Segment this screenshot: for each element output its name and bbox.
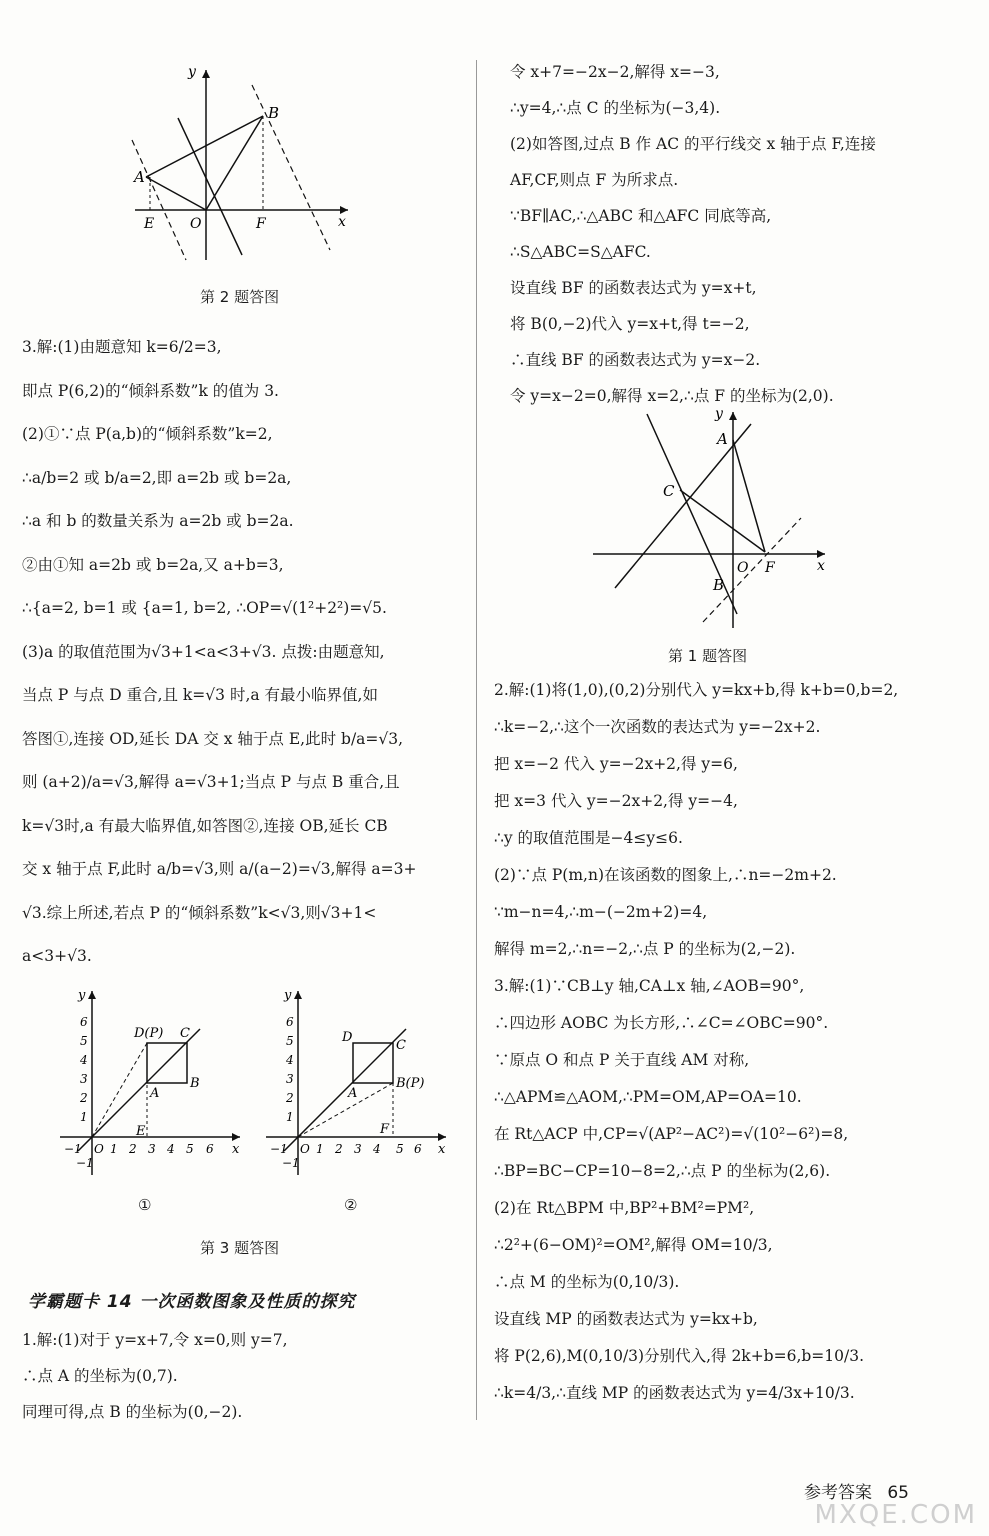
text-line: 将 P(2,6),M(0,10/3)分别代入,得 2k+b=6,b=10/3. [494,1347,865,1365]
fig3a-tick-neg1y: −1 [76,1156,94,1170]
fig1-caption: 第 1 题答图 [668,647,748,665]
text-line: ∴y=4,∴点 C 的坐标为(−3,4). [510,99,721,117]
text-line: ∴BP=BC−CP=10−8=2,∴点 P 的坐标为(2,6). [494,1162,831,1180]
fig3a-label-B: B [190,1076,200,1091]
text-line: ∴四边形 AOBC 为长方形,∴∠C=∠OBC=90°. [494,1014,829,1032]
fig3b-tick-O: O [300,1142,310,1156]
fig3b-tick-4: 4 [373,1142,381,1156]
watermark: MXQE.COM [814,1500,977,1530]
fig1-label-C: C [663,482,675,500]
fig3-caption: 第 3 题答图 [200,1239,280,1257]
fig2-label-B: B [268,104,280,122]
fig3b-label-x: x [438,1142,446,1157]
page-number: 65 [887,1483,909,1503]
text-line: 即点 P(6,2)的“倾斜系数”k 的值为 3. [22,381,279,400]
fig2-label-y: y [188,64,196,80]
text-line: 设直线 MP 的函数表达式为 y=kx+b, [494,1310,758,1328]
text-line: (3)a 的取值范围为√3+1<a<3+√3. 点拨:由题意知, [22,642,385,661]
fig3b-tick-y3: 3 [286,1072,294,1086]
fig3-sub2: ② [344,1196,358,1214]
text-line: ∴△APM≌△AOM,∴PM=OM,AP=OA=10. [494,1088,802,1106]
fig3b-label-y: y [284,988,292,1003]
fig3b-label-F: F [380,1122,390,1137]
fig2-caption: 第 2 题答图 [200,288,280,306]
fig3a-tick-neg1x: −1 [64,1142,82,1156]
text-line: ②由①知 a=2b 或 b=2a,又 a+b=3, [22,555,284,574]
text-line: a<3+√3. [22,947,92,965]
fig2-label-O: O [190,216,202,232]
fig3a-label-y: y [78,988,86,1003]
fig3a-tick-6: 6 [206,1142,214,1156]
text-line: 同理可得,点 B 的坐标为(0,−2). [22,1403,243,1421]
fig3a-label-E: E [136,1124,146,1139]
text-line: 3.解:(1)由题意知 k=6/2=3, [22,338,222,356]
fig3a-tick-4: 4 [167,1142,175,1156]
text-line: 答图①,连接 OD,延长 DA 交 x 轴于点 E,此时 b/a=√3, [22,729,404,748]
text-line: 当点 P 与点 D 重合,且 k=√3 时,a 有最小临界值,如 [22,686,378,704]
fig2-label-A: A [134,168,145,186]
fig3b-tick-1: 1 [316,1142,324,1156]
fig1-label-x: x [817,558,825,574]
fig2-label-x: x [338,214,346,230]
text-line: 2.解:(1)将(1,0),(0,2)分别代入 y=kx+b,得 k+b=0,b=2, [494,681,899,699]
fig3b-tick-5: 5 [396,1142,404,1156]
figure-q3-2 [256,985,456,1185]
text-line: ∴直线 BF 的函数表达式为 y=x−2. [510,351,761,369]
fig3b-tick-y6: 6 [286,1015,294,1029]
text-line: (2)∵点 P(m,n)在该函数的图象上,∴n=−2m+2. [494,866,837,884]
text-line: ∴2²+(6−OM)²=OM²,解得 OM=10/3, [494,1236,773,1254]
fig3a-tick-y6: 6 [80,1015,88,1029]
fig3a-tick-y2: 2 [80,1091,88,1105]
text-line: 设直线 BF 的函数表达式为 y=x+t, [510,279,757,297]
section-title: 学霸题卡 14 一次函数图象及性质的探究 [28,1292,356,1312]
fig3b-label-C: C [396,1038,406,1053]
text-line: 交 x 轴于点 F,此时 a/b=√3,则 a/(a−2)=√3,解得 a=3+ [22,860,417,878]
fig3b-label-D: D [342,1030,353,1045]
fig3-sub1: ① [138,1196,152,1214]
fig3a-tick-2: 2 [129,1142,137,1156]
fig3b-tick-neg1x: −1 [270,1142,288,1156]
fig3b-tick-y1: 1 [286,1110,294,1124]
fig3a-tick-5: 5 [186,1142,194,1156]
text-line: (2)①∵点 P(a,b)的“倾斜系数”k=2, [22,425,273,443]
fig3a-tick-y3: 3 [80,1072,88,1086]
text-line: 1.解:(1)对于 y=x+7,令 x=0,则 y=7, [22,1331,288,1349]
fig3a-tick-y1: 1 [80,1110,88,1124]
text-line: ∴{a=2, b=1 或 {a=1, b=2, ∴OP=√(1²+2²)=√5. [22,599,387,617]
fig3b-tick-y2: 2 [286,1091,294,1105]
fig2-label-F: F [256,216,266,232]
fig3a-tick-3: 3 [148,1142,156,1156]
fig3a-label-x: x [232,1142,240,1157]
text-line: 令 x+7=−2x−2,解得 x=−3, [510,63,720,81]
fig1-label-y: y [715,406,723,422]
text-line: ∵m−n=4,∴m−(−2m+2)=4, [494,903,708,921]
fig1-label-A: A [717,430,728,448]
text-line: 解得 m=2,∴n=−2,∴点 P 的坐标为(2,−2). [494,940,796,958]
text-line: (2)在 Rt△BPM 中,BP²+BM²=PM², [494,1199,755,1217]
text-line: 将 B(0,−2)代入 y=x+t,得 t=−2, [510,315,750,333]
text-line: AF,CF,则点 F 为所求点. [510,171,679,189]
text-line: ∴y 的取值范围是−4≤y≤6. [494,829,683,847]
fig3a-tick-O: O [94,1142,104,1156]
figure-q2 [120,60,360,270]
text-line: ∵BF∥AC,∴△ABC 和△AFC 同底等高, [510,207,772,225]
text-line: 把 x=−2 代入 y=−2x+2,得 y=6, [494,755,738,773]
text-line: ∴点 M 的坐标为(0,10/3). [494,1273,680,1291]
fig3a-tick-y4: 4 [80,1053,88,1067]
text-line: k=√3时,a 有最大临界值,如答图②,连接 OB,延长 CB [22,816,388,835]
fig3b-label-BP: B(P) [396,1076,425,1091]
text-line: ∴k=4/3,∴直线 MP 的函数表达式为 y=4/3x+10/3. [494,1384,855,1402]
fig3b-tick-neg1y: −1 [282,1156,300,1170]
text-line: √3.综上所述,若点 P 的“倾斜系数”k<√3,则√3+1< [22,903,377,922]
figure-q3-1 [50,985,250,1185]
text-line: 令 y=x−2=0,解得 x=2,∴点 F 的坐标为(2,0). [510,387,834,405]
text-line: 3.解:(1)∵CB⊥y 轴,CA⊥x 轴,∠AOB=90°, [494,977,805,995]
fig1-label-O: O [737,560,749,576]
fig1-label-B: B [713,576,725,594]
text-line: (2)如答图,过点 B 作 AC 的平行线交 x 轴于点 F,连接 [510,135,876,153]
column-divider [476,60,477,1420]
fig3b-tick-3: 3 [354,1142,362,1156]
figure-q1 [585,400,840,640]
text-line: 则 (a+2)/a=√3,解得 a=√3+1;当点 P 与点 B 重合,且 [22,773,400,791]
text-line: ∴k=−2,∴这个一次函数的表达式为 y=−2x+2. [494,718,821,736]
fig3a-label-C: C [180,1026,190,1041]
fig3b-tick-6: 6 [414,1142,422,1156]
fig2-label-E: E [144,216,155,232]
fig1-label-F: F [765,560,775,576]
fig3a-tick-1: 1 [110,1142,118,1156]
fig3a-tick-y5: 5 [80,1034,88,1048]
fig3b-tick-y5: 5 [286,1034,294,1048]
text-line: 在 Rt△ACP 中,CP=√(AP²−AC²)=√(10²−6²)=8, [494,1125,849,1143]
footer-label: 参考答案 [803,1483,872,1503]
fig3a-label-DP: D(P) [134,1026,164,1041]
text-line: ∴点 A 的坐标为(0,7). [22,1367,178,1385]
text-line: ∴a 和 b 的数量关系为 a=2b 或 b=2a. [22,512,294,530]
fig3b-tick-y4: 4 [286,1053,294,1067]
fig3b-tick-2: 2 [335,1142,343,1156]
text-line: ∴S△ABC=S△AFC. [510,243,651,261]
text-line: ∴a/b=2 或 b/a=2,即 a=2b 或 b=2a, [22,468,292,487]
fig3a-label-A: A [150,1086,160,1101]
text-line: 把 x=3 代入 y=−2x+2,得 y=−4, [494,792,738,810]
text-line: ∵原点 O 和点 P 关于直线 AM 对称, [494,1051,750,1069]
fig3b-label-A: A [348,1086,358,1101]
